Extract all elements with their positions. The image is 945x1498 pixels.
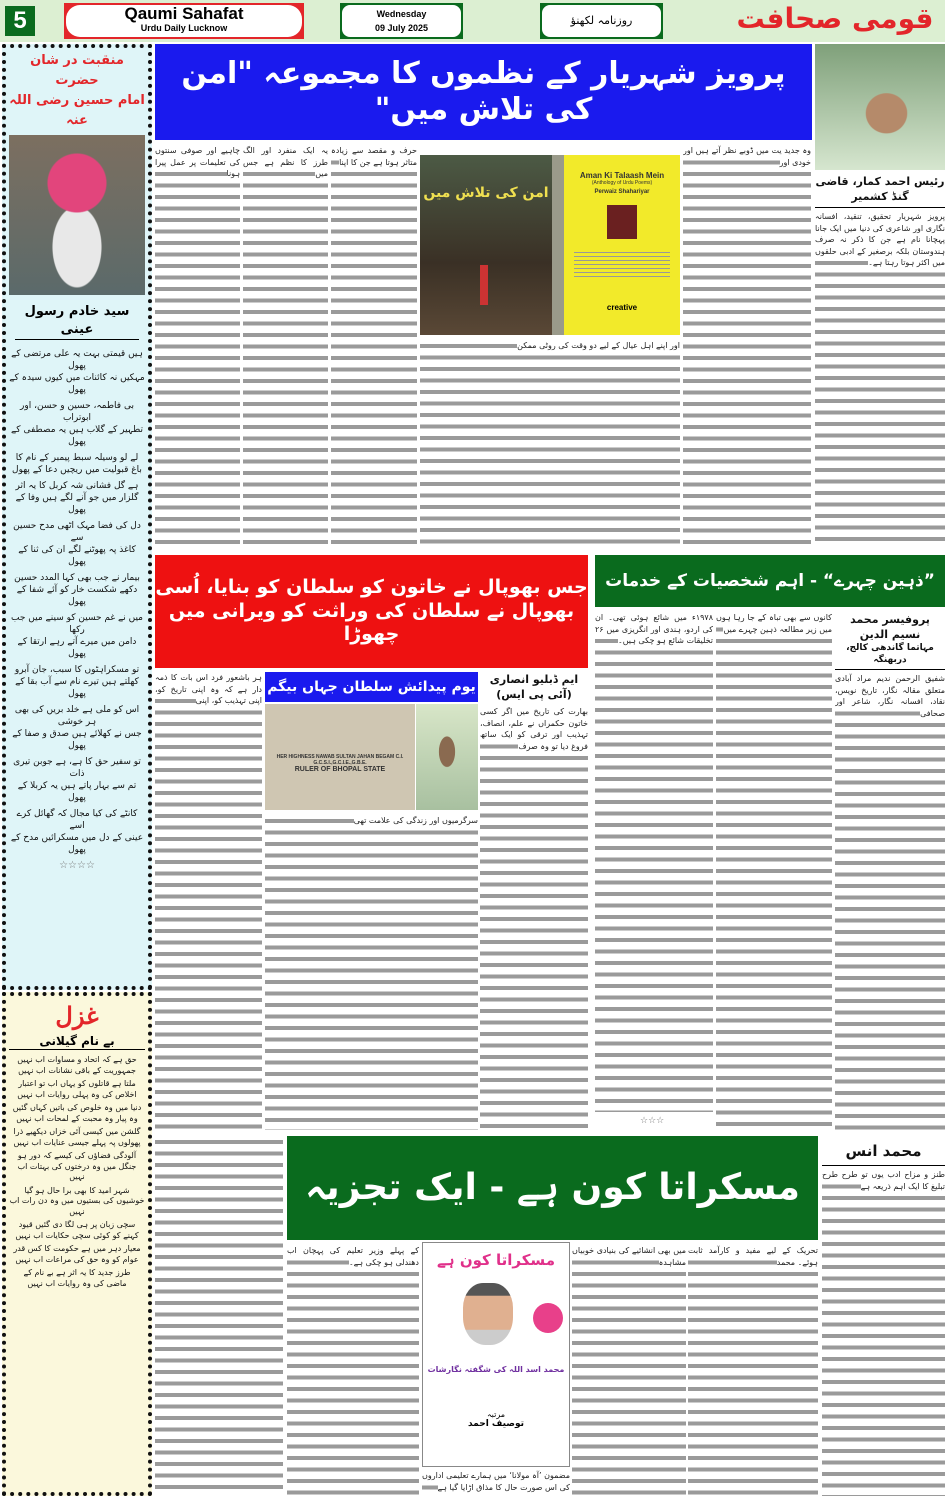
- article4-column: کے پہلے وزیر تعلیم کی پہچان اب دھندلی ہو چکی ہے۔: [287, 1245, 419, 1496]
- couplet: [9, 1220, 145, 1241]
- article4-column: مضمون ’آہ مولانا‘ میں ہمارے تعلیمی اداروں کی اس صورت حال کا مذاق اڑایا گیا ہے: [422, 1470, 570, 1496]
- couplet: [9, 612, 145, 660]
- cover-title: مسکراتا کون ہے: [437, 1251, 555, 1269]
- article3-column: کانوں سے بھی تباہ کے جا رہا ہوں میں زیر مطالعہ ذہین چہرے میں: [716, 612, 832, 1130]
- manqabat-poem-box: [2, 44, 152, 990]
- begum-portrait: [416, 704, 478, 810]
- verse-line: باغ قبولیت میں ریچیں دعا کے پھول: [12, 465, 142, 475]
- masthead-subtitle: Urdu Daily Lucknow: [140, 23, 228, 33]
- ghazal-title: غزل: [55, 1001, 99, 1030]
- book-blurb: [574, 249, 670, 279]
- book-subtitle: (Anthology of Urdu Poems): [591, 180, 653, 186]
- couplet: [9, 1151, 145, 1183]
- verse-line: کاغذ پہ پھوٹنے لگے ان کی ثنا کے پھول: [18, 545, 136, 567]
- verse-line: تطہیر کے گلاب ہیں یہ مصطفی کے پھول: [11, 425, 143, 447]
- article2-byline-block: [480, 672, 588, 1130]
- verse-line: کہنے کو کوئی سچی حکایات اب نہیں: [15, 1230, 139, 1240]
- couplet: [9, 1186, 145, 1218]
- article2-headline: [155, 555, 588, 668]
- article3-byline: پروفیسر محمد نسیم الدین: [835, 612, 945, 642]
- couplet: [9, 1268, 145, 1289]
- couplet: [9, 348, 145, 396]
- couplet: [9, 1079, 145, 1100]
- urdu-logo: قومی صحافت: [736, 2, 934, 35]
- verse-line: سچی زبان پر ہی لگا دی گئیں قیود: [18, 1220, 136, 1229]
- verse-line: کانٹے کی کیا مجال کہ گھائل کرے اسے: [16, 809, 138, 831]
- verse-line: گلزار میں جو آنے لگے ہیں وفا کے پھول: [15, 493, 139, 515]
- poet-photo: [9, 135, 145, 295]
- article4-column: میں بھی انشائیے کی بنیادی خوبیاں مشاہدہ: [572, 1245, 686, 1496]
- verse-line: دکھے شکست خار کو آئے شفا کے پھول: [16, 585, 138, 607]
- book-cover-muskurata: [422, 1242, 570, 1467]
- article1-lead-block: [815, 174, 945, 546]
- couplet: [9, 480, 145, 516]
- couplet: [9, 1127, 145, 1148]
- poem-end-stars: ☆☆☆☆: [59, 860, 95, 871]
- article4-headline: مسکراتا کون ہے - ایک تجزیہ: [287, 1136, 818, 1240]
- verse-line: تو سفیر حق کا ہے، ہے جوبن تیری ذات: [13, 757, 141, 779]
- verse-line: ہیں قیمتی بہت یہ علی مرتضی کے پھول: [11, 349, 143, 371]
- verse-line: وہ پیار وہ محبت کے لمحات اب نہیں: [16, 1113, 138, 1123]
- author-photo: [815, 44, 945, 170]
- verse-line: طرز جدید کا یہ اثر ہے بے نام کے: [23, 1268, 131, 1277]
- poem-title-line2: امام حسین رضی اللہ عنہ: [9, 93, 145, 128]
- article3-column: شفیق الرحمن ندیم مراد آبادی متعلق مقالہ نگار، تاریخ نویس، نقاد، افسانہ نگار، شاعر اور صحافی: [835, 673, 945, 1130]
- verse-line: جس نے کھلائے ہیں صدق و صفا کے پھول: [12, 729, 142, 751]
- book-urdu-title: امن کی تلاش میں: [423, 185, 549, 201]
- article1-column: پرویز شہریار تحقیق، تنقید، افسانہ نگاری اور شاعری کی دنیا میں ایک جانا پہچانا نام ہے جن کا ذکر نہ صرف ہندوستان بلکہ برصغیر کے ادبی حلقوں میں اکثر ہوتا رہتا ہے۔: [815, 211, 945, 546]
- verse-line: عوام کو وہ حق کی مراعات اب نہیں: [15, 1254, 139, 1264]
- verse-line: گلشن میں کیسی آئی خزاں دیکھیے ذرا: [13, 1127, 141, 1136]
- verse-line: عینی کے دل میں مسکرائیں مدح کے پھول: [10, 833, 144, 855]
- masthead-title: Qaumi Sahafat: [124, 4, 244, 23]
- verse-line: خوشیوں کی بستیوں میں وہ دن رات اب نہیں: [9, 1196, 145, 1216]
- book-title: Aman Ki Talaash Mein: [579, 171, 665, 180]
- article2-column: سرگرمیوں اور زندگی کی علامت تھی: [265, 815, 478, 1130]
- verse-line: جمہوریت کے باقی نشانات اب نہیں: [18, 1065, 136, 1075]
- verse-line: معیار دہر میں ہے حکومت کا کس قدر: [13, 1244, 141, 1253]
- plaque-photo: [265, 704, 415, 810]
- verse-line: دنیا میں وہ خلوص کی باتیں کہاں گئیں: [12, 1103, 142, 1112]
- article4-byline: محمد انس: [822, 1140, 945, 1166]
- compiler-label: مرتبہ: [486, 1410, 506, 1419]
- verse-line: اس کو ملی ہے خلد بریں کی بھی ہر خوشی: [14, 705, 140, 727]
- verse-line: پھولوں پہ پہلے جیسی عنایات اب نہیں: [13, 1137, 141, 1147]
- article3-end-stars: ☆☆☆: [640, 1116, 665, 1126]
- couplet: [9, 1103, 145, 1124]
- date-box: [340, 3, 463, 39]
- article1-headline: پرویز شہریار کے نظموں کا مجموعہ "امن کی تلاش میں": [155, 44, 812, 140]
- publisher-logo: creative: [606, 303, 638, 312]
- article3-affiliation: مہاتما گاندھی کالج، دربھنگہ: [835, 642, 945, 670]
- verse-line: بی فاطمہ، حسین و حسن، اور ابوتراب: [20, 401, 134, 423]
- verse-line: کھلتے ہیں تیرے نام سے آب بقا کے پھول: [15, 677, 139, 699]
- couplet: [9, 756, 145, 804]
- couplet: [9, 452, 145, 476]
- article-column: [155, 1136, 283, 1496]
- plaque-text: HER HIGHNESS NAWAB SULTAN JAHAN BEGAM C.I.: [276, 754, 404, 760]
- verse-line: شہر امید کا بھی برا حال ہو گیا: [24, 1185, 130, 1195]
- article3-column: ۱۹۷۸ء میں شائع ہوئی تھی۔ ان کی اردو، ہندی اور انگریزی میں ۲۶ تخلیقات شائع ہو چکی ہیں۔: [595, 612, 713, 1112]
- cover-caption: محمد اسد اللہ کی شگفتہ نگارشات: [427, 1365, 565, 1374]
- couplet: [9, 808, 145, 856]
- flower-icon: [533, 1303, 563, 1333]
- roznama-box: [540, 3, 663, 39]
- issue-date: 09 July 2025: [374, 23, 429, 33]
- verse-line: جنگل میں وہ درختوں کی بہتات اب نہیں: [17, 1161, 137, 1181]
- book-cover-front: [420, 155, 552, 335]
- book-cover-back: [564, 155, 680, 335]
- couplet: [9, 704, 145, 752]
- couplet: [9, 572, 145, 608]
- article2-byline-rank: (آئی پی ایس): [480, 687, 588, 702]
- issue-day: Wednesday: [376, 9, 427, 19]
- author-photo: [463, 1283, 513, 1345]
- girl-figure-icon: [480, 265, 488, 305]
- plaque-text: RULER OF BHOPAL STATE: [294, 766, 386, 773]
- headline-line2: بھوپال نے سلطان کی وراثت کو ویرانی میں چھوڑا: [168, 599, 575, 646]
- verse-line: حق ہے کہ اتحاد و مساوات اب نہیں: [17, 1055, 137, 1064]
- poet-name: سید خادم رسول عینی: [15, 303, 139, 340]
- article3-byline-block: [835, 612, 945, 1130]
- author-thumb: [607, 205, 637, 239]
- book-spine: [552, 155, 564, 335]
- verse-line: ملتا ہے قاتلوں کو یہاں اب تو اعتبار: [18, 1079, 136, 1088]
- article4-column: تحریک کے لیے مفید و کارآمد ثابت ہوئے۔ محمد: [688, 1245, 818, 1496]
- poem-title-line1: منقبت در شان حضرت: [30, 53, 124, 88]
- couplet: [9, 1055, 145, 1076]
- article1-column: اور اپنے اہل عیال کے لیے دو وقت کی روٹی ممکن: [420, 340, 680, 545]
- verse-line: دامن میں میرے آتے رہے ارتقا کے پھول: [17, 637, 137, 659]
- verse-line: تو مسکراہٹوں کا سبب، جان آبرو: [14, 665, 140, 675]
- article4-byline-block: [822, 1140, 945, 1496]
- verse-line: ماضی کی وہ روایات اب نہیں: [27, 1278, 127, 1288]
- article1-column: چاہیے اور صوفی سنتوں کی تعلیمات پر عمل پیرا ہونا: [155, 145, 240, 545]
- compiler-name: توصیف احمد: [467, 1419, 525, 1429]
- headline-line1: جس بھوپال نے خاتون کو سلطان کو بنایا، اُسی: [155, 575, 588, 598]
- couplet: [9, 664, 145, 700]
- verse-line: اخلاص کی وہ پہلی روایات اب نہیں: [17, 1089, 137, 1099]
- couplet: [9, 1244, 145, 1265]
- article1-byline: رئیس احمد کمار، قاضی گنڈ کشمیر: [815, 174, 945, 208]
- verse-line: تم سے بہار پاتے ہیں یہ کربلا کے پھول: [17, 781, 137, 803]
- article1-column: حرف و مقصد سے زیادہ متاثر ہوتا ہے جن کا اپنا: [331, 145, 417, 545]
- article2-subheading: یوم پیدائش سلطان جہاں بیگم: [265, 672, 478, 702]
- page-number: 5: [5, 6, 35, 36]
- article3-headline: ”ذہین چہرے“ - اہم شخصیات کے خدمات: [595, 555, 945, 607]
- couplet: [9, 400, 145, 448]
- article2-byline: ایم ڈبلیو انصاری: [480, 672, 588, 687]
- roznama-label: روزنامہ لکھنؤ: [542, 5, 661, 37]
- verse-line: لے لو وسیلہ سبط پیمبر کے نام کا: [15, 453, 139, 463]
- article1-column: وہ جدید یت میں ڈوبے نظر آتے ہیں اور خودی اور: [683, 145, 811, 545]
- article4-column: طنز و مزاح ادب یوں تو طرح طرح تبلیغ کا ایک اہم ذریعہ ہے: [822, 1169, 945, 1496]
- article1-column: یہ ایک منفرد اور الگ طرز کا نظم ہے جس میں: [243, 145, 328, 545]
- couplet: [9, 520, 145, 568]
- masthead-box: [64, 3, 304, 39]
- verse-line: آلودگی فضاؤں کی کیسے کہ دور ہو: [17, 1151, 137, 1160]
- ghazal-box: [2, 992, 152, 1496]
- article2-column: بھارت کی تاریخ میں اگر کسی خاتون حکمراں نے علم، انصاف، تہذیب اور ترقی کو ایک ساتھ فروغ دیا تو وہ صرف: [480, 706, 588, 1130]
- ghazal-poet: بے نام گیلانی: [9, 1033, 145, 1050]
- verse-line: ہے گل فشانی شہ کربل کا یہ اثر: [15, 481, 139, 491]
- plaque-text: G.C.S.I.,G.C.I.E.,G.B.E.: [313, 760, 367, 766]
- verse-line: میں نے غم حسین کو سینے میں جب رکھا: [10, 613, 144, 635]
- book-author: Perwaiz Shahariyar: [594, 189, 650, 195]
- verse-line: بیمار نے جب بھی کہا المدد حسین: [14, 573, 140, 583]
- verse-line: مہکیں نہ کائنات میں کیوں سیدہ کے پھول: [9, 373, 145, 395]
- verse-line: دل کی فضا مہک اٹھی مدح حسین سے: [13, 521, 141, 543]
- article2-column: ہر باشعور فرد اس بات کا ذمہ دار ہے کہ وہ اپنی تاریخ کو، اپنی تہذیب کو، اپنی: [155, 672, 262, 1130]
